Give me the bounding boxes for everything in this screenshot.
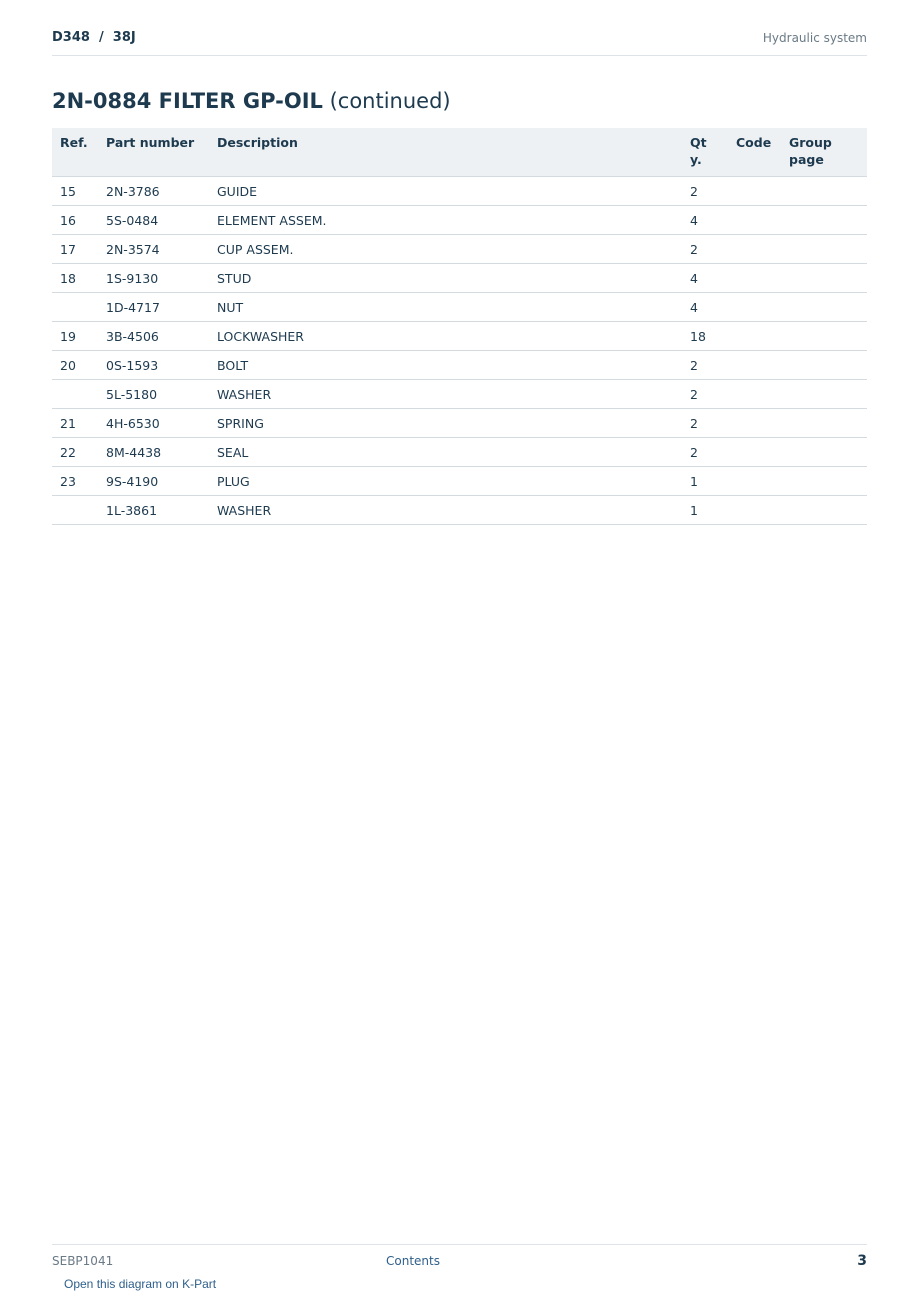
- header-description: Description: [209, 128, 682, 177]
- cell-group-page: [781, 206, 867, 235]
- cell-group-page: [781, 380, 867, 409]
- cell-ref: 15: [52, 177, 98, 206]
- contents-link[interactable]: Contents: [386, 1254, 440, 1268]
- cell-part-number: 8M-4438: [98, 438, 209, 467]
- table-row: [52, 322, 867, 351]
- header-qty-label: Qty.: [690, 135, 707, 167]
- table-row: [52, 177, 867, 206]
- table-row: [52, 467, 867, 496]
- cell-description: WASHER: [209, 380, 682, 409]
- cell-part-number: 0S-1593: [98, 351, 209, 380]
- group-part-title: 2N-0884 FILTER GP-OIL: [52, 89, 323, 113]
- cell-code: [728, 467, 781, 496]
- header-ref: Ref.: [52, 128, 98, 177]
- parts-table: [52, 128, 867, 525]
- header-qty: [682, 128, 728, 177]
- cell-ref: 20: [52, 351, 98, 380]
- cell-qty: 2: [682, 380, 728, 409]
- table-row: [52, 380, 867, 409]
- cell-ref: 16: [52, 206, 98, 235]
- cell-part-number: 5L-5180: [98, 380, 209, 409]
- cell-code: [728, 293, 781, 322]
- cell-group-page: [781, 409, 867, 438]
- cell-group-page: [781, 438, 867, 467]
- cell-qty: 18: [682, 322, 728, 351]
- document-id: SEBP1041: [52, 1254, 114, 1268]
- table-row: [52, 235, 867, 264]
- cell-description: STUD: [209, 264, 682, 293]
- cell-part-number: 1S-9130: [98, 264, 209, 293]
- cell-group-page: [781, 177, 867, 206]
- cell-description: SPRING: [209, 409, 682, 438]
- page-number: 3: [857, 1253, 867, 1269]
- cell-code: [728, 235, 781, 264]
- cell-code: [728, 438, 781, 467]
- page-header: [52, 28, 867, 56]
- cell-group-page: [781, 264, 867, 293]
- table-row: [52, 438, 867, 467]
- cell-code: [728, 206, 781, 235]
- cell-description: ELEMENT ASSEM.: [209, 206, 682, 235]
- cell-group-page: [781, 496, 867, 525]
- cell-part-number: 1D-4717: [98, 293, 209, 322]
- cell-ref: 21: [52, 409, 98, 438]
- cell-description: BOLT: [209, 351, 682, 380]
- cell-qty: 2: [682, 351, 728, 380]
- cell-qty: 4: [682, 293, 728, 322]
- open-diagram-kpart-link[interactable]: Open this diagram on K-Part: [64, 1277, 217, 1291]
- cell-group-page: [781, 351, 867, 380]
- cell-description: GUIDE: [209, 177, 682, 206]
- cell-code: [728, 264, 781, 293]
- table-row: [52, 496, 867, 525]
- cell-description: NUT: [209, 293, 682, 322]
- table-header-row: [52, 128, 867, 177]
- cell-description: LOCKWASHER: [209, 322, 682, 351]
- cell-part-number: 1L-3861: [98, 496, 209, 525]
- cell-description: SEAL: [209, 438, 682, 467]
- cell-part-number: 4H-6530: [98, 409, 209, 438]
- table-row: [52, 409, 867, 438]
- section-name: Hydraulic system: [762, 31, 867, 45]
- cell-ref: 19: [52, 322, 98, 351]
- cell-qty: 4: [682, 206, 728, 235]
- cell-ref: [52, 293, 98, 322]
- cell-code: [728, 409, 781, 438]
- cell-ref: [52, 496, 98, 525]
- table-row: [52, 264, 867, 293]
- cell-code: [728, 351, 781, 380]
- cell-part-number: 2N-3574: [98, 235, 209, 264]
- cell-ref: 17: [52, 235, 98, 264]
- table-row: [52, 351, 867, 380]
- header-part-number: Part number: [98, 128, 209, 177]
- cell-part-number: 5S-0484: [98, 206, 209, 235]
- cell-ref: 22: [52, 438, 98, 467]
- cell-qty: 1: [682, 467, 728, 496]
- cell-part-number: 3B-4506: [98, 322, 209, 351]
- cell-code: [728, 177, 781, 206]
- cell-description: WASHER: [209, 496, 682, 525]
- header-group-page: Group page: [781, 128, 867, 177]
- cell-code: [728, 322, 781, 351]
- page-title: [52, 89, 451, 113]
- cell-qty: 2: [682, 177, 728, 206]
- cell-qty: 1: [682, 496, 728, 525]
- title-suffix: (continued): [329, 89, 451, 113]
- machine-model: D348 / 38J: [52, 30, 136, 45]
- cell-ref: [52, 380, 98, 409]
- cell-part-number: 9S-4190: [98, 467, 209, 496]
- cell-description: PLUG: [209, 467, 682, 496]
- table-row: [52, 206, 867, 235]
- table-row: [52, 293, 867, 322]
- header-code: Code: [728, 128, 781, 177]
- cell-code: [728, 380, 781, 409]
- cell-group-page: [781, 293, 867, 322]
- cell-qty: 4: [682, 264, 728, 293]
- cell-group-page: [781, 467, 867, 496]
- cell-qty: 2: [682, 438, 728, 467]
- cell-code: [728, 496, 781, 525]
- cell-qty: 2: [682, 235, 728, 264]
- page-footer: [52, 1244, 867, 1275]
- cell-qty: 2: [682, 409, 728, 438]
- cell-part-number: 2N-3786: [98, 177, 209, 206]
- cell-ref: 18: [52, 264, 98, 293]
- cell-ref: 23: [52, 467, 98, 496]
- cell-group-page: [781, 235, 867, 264]
- cell-group-page: [781, 322, 867, 351]
- cell-description: CUP ASSEM.: [209, 235, 682, 264]
